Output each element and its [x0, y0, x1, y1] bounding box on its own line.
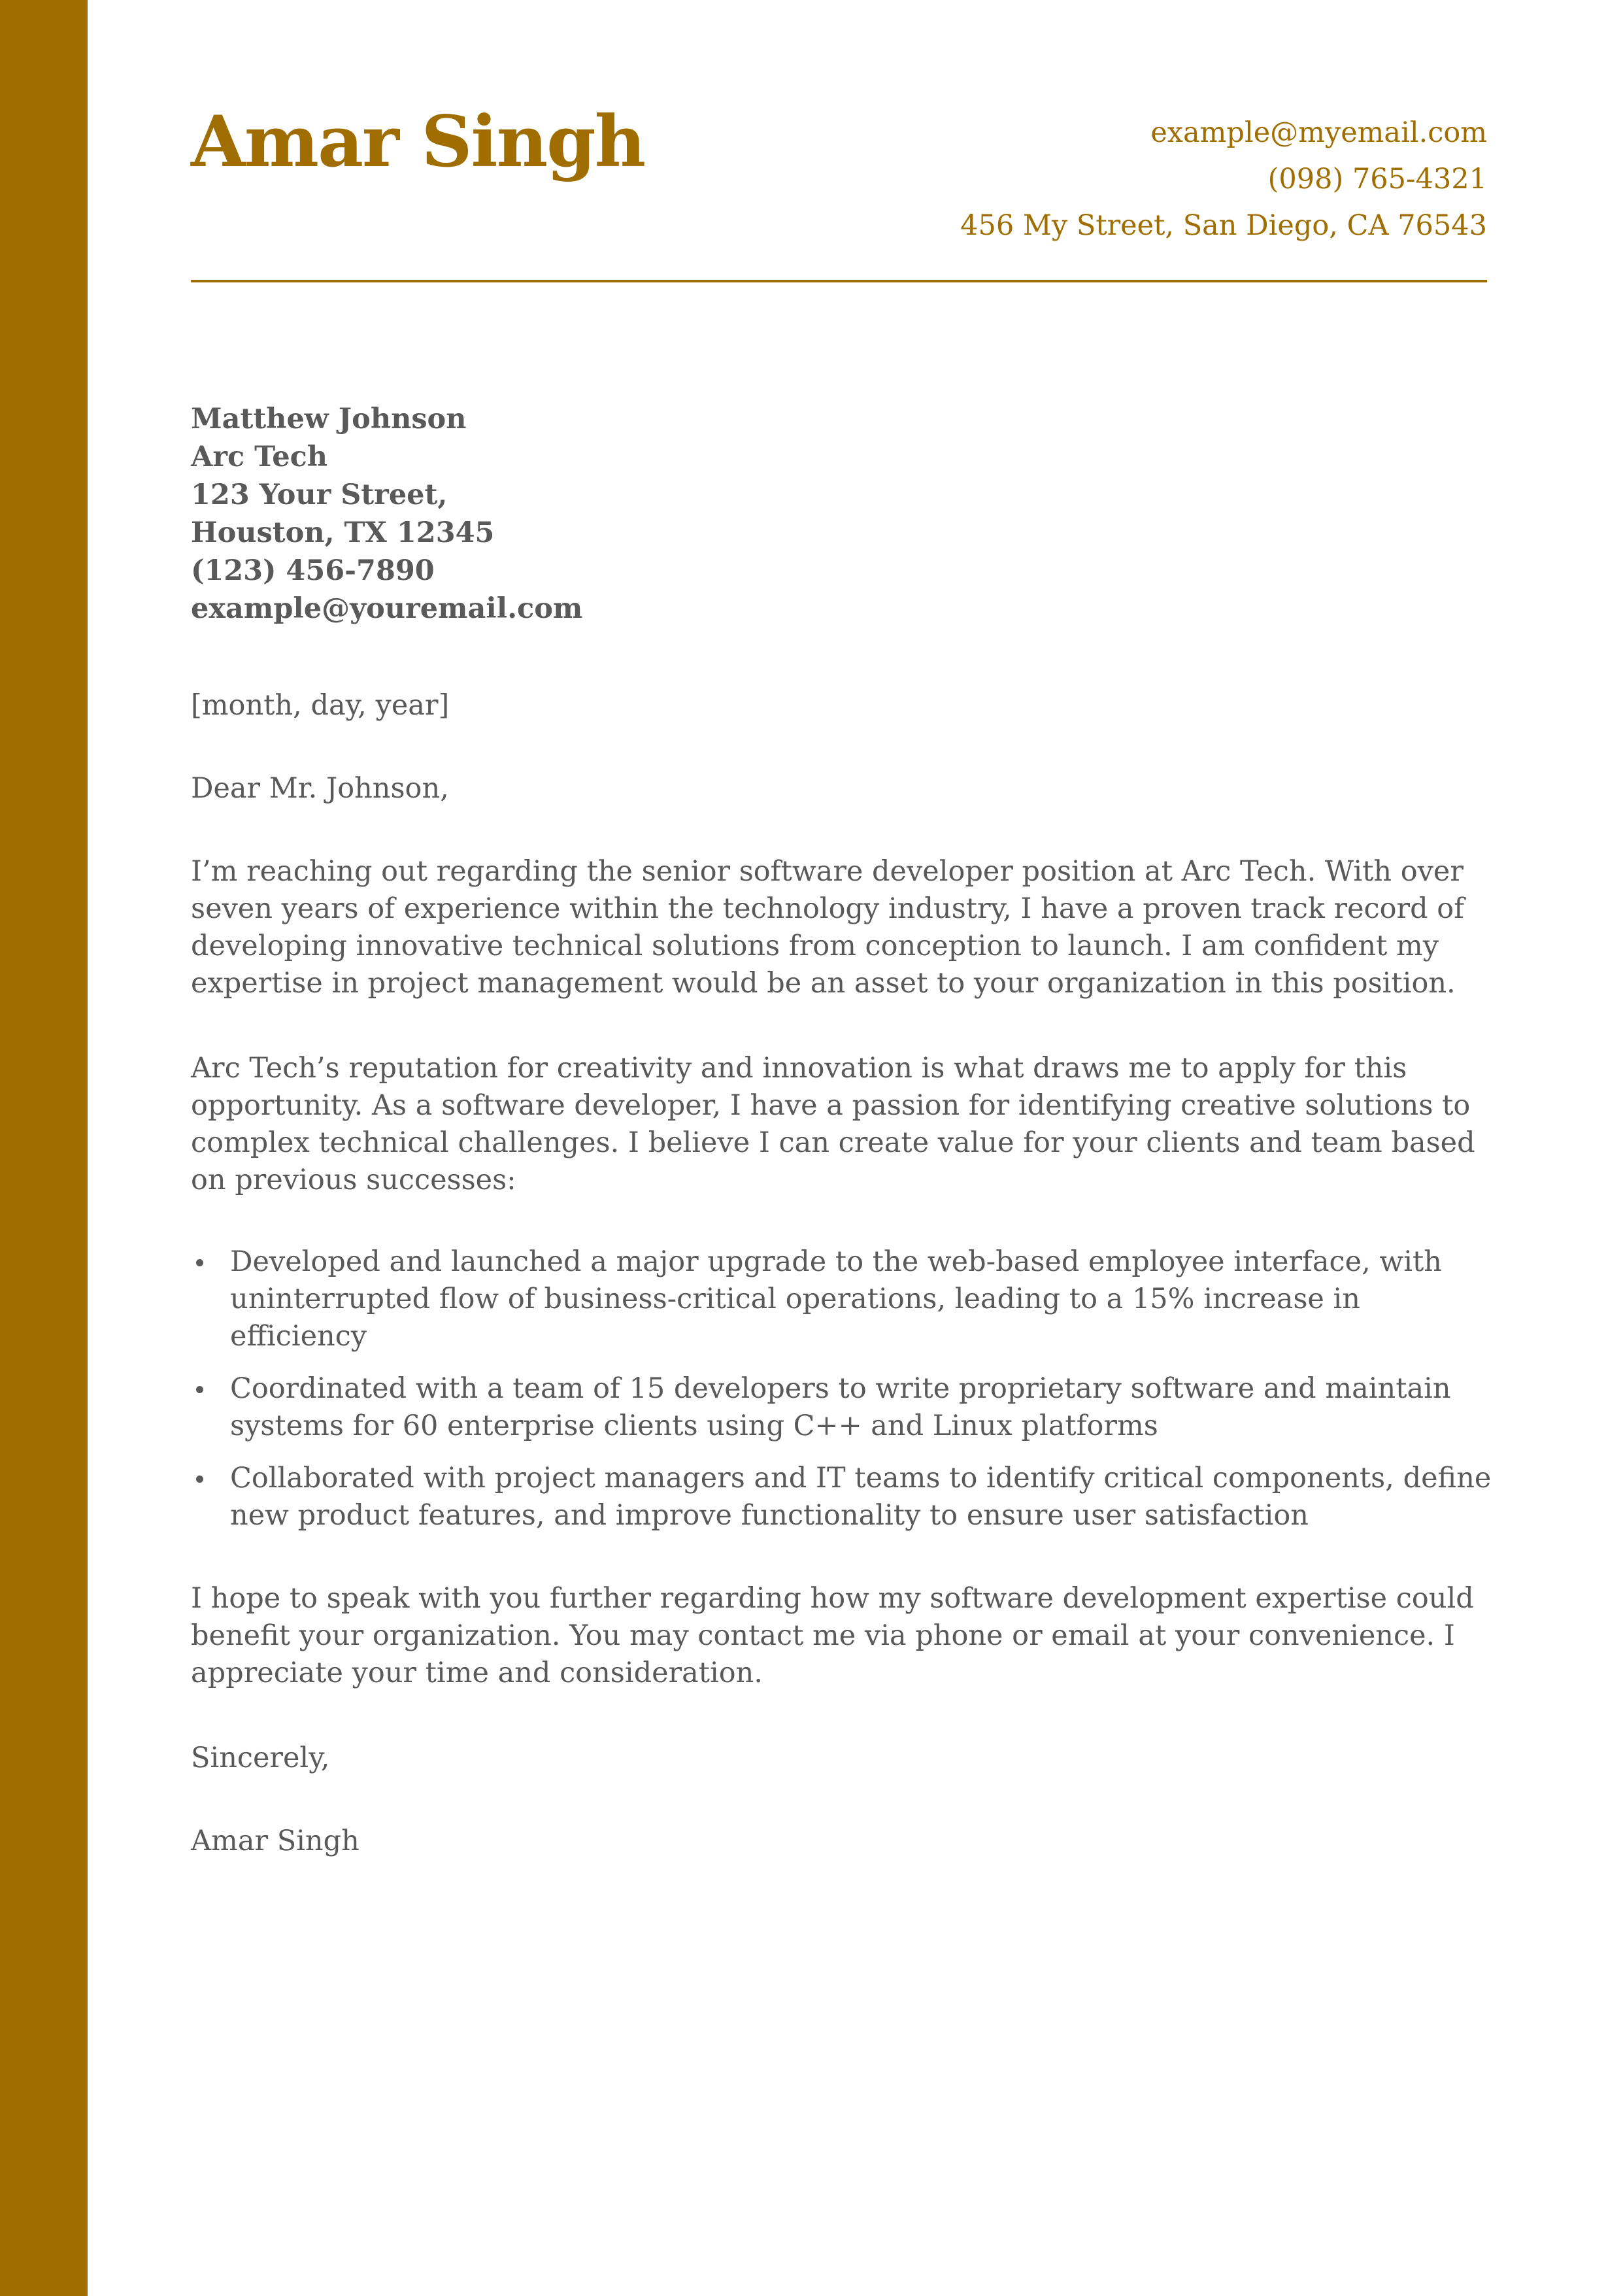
- sender-name: Amar Singh: [191, 101, 645, 183]
- bullet-icon: [196, 1476, 203, 1483]
- list-item: [191, 1243, 1492, 1355]
- sender-email: example@myemail.com: [1150, 116, 1487, 149]
- sender-contact: [960, 110, 1487, 249]
- bullet-icon: [196, 1386, 203, 1393]
- letter-paragraph-1: I’m reaching out regarding the senior software developer position at Arc Tech. With over seven years of experience within the technology industry, I have a proven track record of developing innovative technical solutions from conception to launch. I am confident my expertise in project management would be an asset to your organization in this position.: [191, 855, 1465, 1000]
- list-item-text: Developed and launched a major upgrade to the web-based employee interface, with uninterrupted flow of business-critical operations, leading to a 15% increase in efficiency: [230, 1245, 1442, 1353]
- letter-paragraph-2: Arc Tech’s reputation for creativity and innovation is what draws me to apply for this opportunity. As a software developer, I have a passion for identifying creative solutions to complex technical challenges. I believe I can create value for your clients and team based on previous successes:: [191, 1052, 1475, 1196]
- achievements-list: [191, 1243, 1492, 1534]
- sender-address: 456 My Street, San Diego, CA 76543: [960, 209, 1487, 242]
- list-item: [191, 1460, 1492, 1534]
- recipient-name: Matthew Johnson: [191, 403, 467, 435]
- letter-salutation: Dear Mr. Johnson,: [191, 772, 449, 805]
- letter-signature: Amar Singh: [191, 1825, 360, 1857]
- accent-sidebar: [0, 0, 88, 2296]
- letter-paragraph-3: I hope to speak with you further regarding how my software development expertise could benefit your organization. You may contact me via phone or email at your convenience. I appreciate your time and consideration.: [191, 1582, 1474, 1689]
- recipient-phone: (123) 456-7890: [191, 554, 435, 587]
- recipient-city: Houston, TX 12345: [191, 516, 495, 549]
- list-item-text: Coordinated with a team of 15 developers to write proprietary software and maintain systems for 60 enterprise clients using C++ and Linux platforms: [230, 1372, 1451, 1442]
- header-divider: [191, 280, 1487, 282]
- recipient-block: [191, 400, 582, 628]
- list-item: [191, 1370, 1492, 1445]
- recipient-email: example@youremail.com: [191, 592, 583, 625]
- recipient-company: Arc Tech: [191, 441, 328, 473]
- letter-date: [month, day, year]: [191, 689, 450, 722]
- letter-body: [191, 687, 1492, 1908]
- list-item-text: Collaborated with project managers and IT teams to identify critical components, define new product features, and improve functionality to ensure user satisfaction: [230, 1462, 1492, 1532]
- letter-closing: Sincerely,: [191, 1742, 330, 1774]
- sender-phone: (098) 765-4321: [1267, 163, 1487, 195]
- recipient-street: 123 Your Street,: [191, 479, 448, 511]
- bullet-icon: [196, 1259, 203, 1266]
